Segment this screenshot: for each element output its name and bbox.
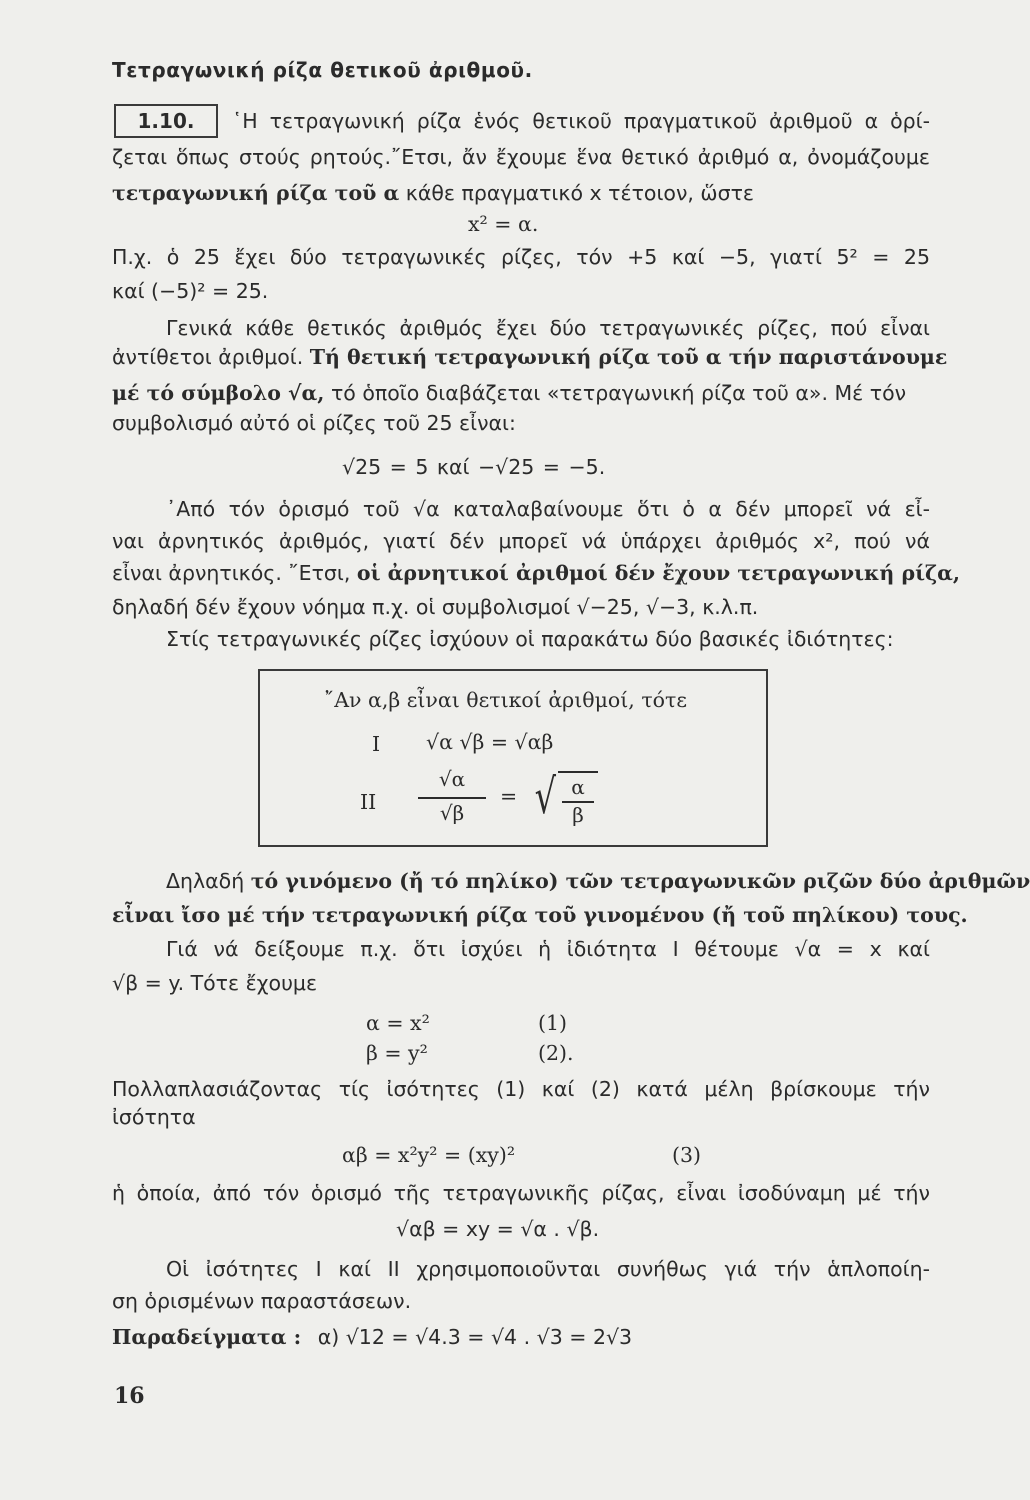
section-heading: Τετραγωνική ρίζα θετικοῦ ἀριθμοῦ.: [112, 58, 533, 82]
paragraph-line: Γιά νά δείξουμε π.χ. ὅτι ἰσχύει ἡ ἰδιότητα Ι θέτουμε √α = x καί: [166, 937, 930, 961]
equation: √25 = 5 καί −√25 = −5.: [342, 455, 606, 479]
examples-label: Παραδείγματα :: [112, 1325, 302, 1349]
section-number-box: 1.10.: [114, 104, 218, 138]
equation: x² = α.: [468, 212, 539, 236]
paragraph-line: δηλαδή δέν ἔχουν νόημα π.χ. οἱ συμβολισμοί √−25, √−3, κ.λ.π.: [112, 595, 759, 619]
paragraph-line: [112, 344, 948, 370]
paragraph-line: Οἱ ἰσότητες Ι καί ΙΙ χρησιμοποιοῦνται συνήθως γιά τήν ἁπλοποίη-: [166, 1257, 930, 1281]
paragraph-line: Πολλαπλασιάζοντας τίς ἰσότητες (1) καί (2) κατά μέλη βρίσκουμε τήν: [112, 1077, 930, 1101]
paragraph-line: Στίς τετραγωνικές ρίζες ἰσχύουν οἱ παρακάτω δύο βασικές ἰδιότητες:: [166, 627, 894, 651]
radical-sign: √: [534, 769, 557, 825]
equation-number: (2).: [538, 1041, 574, 1065]
text-span: κάθε πραγματικό x τέτοιον, ὥστε: [399, 181, 755, 205]
radical-overbar: [558, 771, 598, 773]
paragraph-line: ση ὁρισμένων παραστάσεων.: [112, 1289, 412, 1313]
rule-label: II: [360, 790, 377, 814]
paragraph-line: Π.χ. ὁ 25 ἔχει δύο τετραγωνικές ρίζες, τόν +5 καί −5, γιατί 5² = 25: [112, 245, 930, 269]
box-intro: ῎Αν α,β εἶναι θετικοί ἀριθμοί, τότε: [324, 688, 687, 712]
equation-number: (3): [672, 1143, 702, 1167]
paragraph-line: [112, 180, 930, 206]
paragraph-line: [166, 868, 1030, 894]
fraction-bar: [418, 797, 486, 799]
rule-expression: √α √β = √αβ: [426, 730, 554, 754]
paragraph-line: [112, 380, 930, 406]
examples-line: [112, 1324, 930, 1350]
rule-label: I: [372, 732, 381, 756]
equation: α = x²: [366, 1011, 430, 1035]
bold-term: οἱ ἀρνητικοί ἀριθμοί δέν ἔχουν τετραγωνική ρίζα,: [356, 561, 961, 585]
paragraph-line: ἡ ὁποία, ἀπό τόν ὁρισμό τῆς τετραγωνικῆς ρίζας, εἶναι ἰσοδύναμη μέ τήν: [112, 1181, 930, 1205]
page-number: 16: [114, 1383, 145, 1409]
paragraph-line: ᾽Από τόν ὁρισμό τοῦ √α καταλαβαίνουμε ὅτι ὁ α δέν μπορεῖ νά εἶ-: [166, 497, 930, 521]
equals-sign: =: [500, 784, 518, 808]
paragraph-line: εἶναι ἴσο μέ τήν τετραγωνική ρίζα τοῦ γινομένου (ἤ τοῦ πηλίκου) τους.: [112, 903, 968, 927]
fraction-denominator: √β: [439, 801, 465, 825]
bold-term: τετραγωνική ρίζα τοῦ α: [112, 181, 400, 205]
equation: β = y²: [366, 1041, 428, 1065]
properties-box: [258, 669, 768, 847]
text-span: τό ὁποῖο διαβάζεται «τετραγωνική ρίζα τοῦ α». Μέ τόν: [324, 381, 907, 405]
bold-term: τό γινόμενο (ἤ τό πηλίκο) τῶν τετραγωνικῶν ριζῶν δύο ἀριθμῶν: [250, 869, 1030, 893]
equation: αβ = x²y² = (xy)²: [342, 1143, 516, 1167]
fraction-numerator: √α: [438, 767, 466, 791]
paragraph-line: ναι ἀρνητικός ἀριθμός, γιατί δέν μπορεῖ νά ὑπάρχει ἀριθμός x², πού νά: [112, 529, 930, 553]
text-span: Δηλαδή: [166, 869, 251, 893]
paragraph-line: ζεται ὅπως στούς ρητούς.῎Ετσι, ἄν ἔχουμε ἕνα θετικό ἀριθμό α, ὀνομάζουμε: [112, 145, 930, 169]
bold-term: Τή θετική τετραγωνική ρίζα τοῦ α τήν παριστάνουμε: [309, 345, 948, 369]
equation-number: (1): [538, 1011, 568, 1035]
example-expression: α) √12 = √4.3 = √4 . √3 = 2√3: [317, 1325, 633, 1349]
paragraph-line: ῾Η τετραγωνική ρίζα ἑνός θετικοῦ πραγματικοῦ ἀριθμοῦ α ὁρί-: [232, 109, 930, 133]
equation: √αβ = xy = √α . √β.: [396, 1217, 600, 1241]
paragraph-line: καί (−5)² = 25.: [112, 279, 269, 303]
paragraph-line: Γενικά κάθε θετικός ἀριθμός ἔχει δύο τετραγωνικές ρίζες, πού εἶναι: [166, 316, 930, 340]
fraction-denominator: β: [572, 803, 584, 827]
paragraph-line: ἰσότητα: [112, 1105, 196, 1129]
paragraph-line: √β = y. Τότε ἔχουμε: [112, 971, 318, 995]
text-span: ἀντίθετοι ἀριθμοί.: [112, 345, 310, 369]
paragraph-line: συμβολισμό αὐτό οἱ ρίζες τοῦ 25 εἶναι:: [112, 411, 516, 435]
text-span: εἶναι ἀρνητικός. ῎Ετσι,: [112, 561, 357, 585]
bold-term: μέ τό σύμβολο √α,: [112, 381, 325, 405]
fraction-numerator: α: [571, 775, 585, 799]
paragraph-line: [112, 560, 961, 586]
